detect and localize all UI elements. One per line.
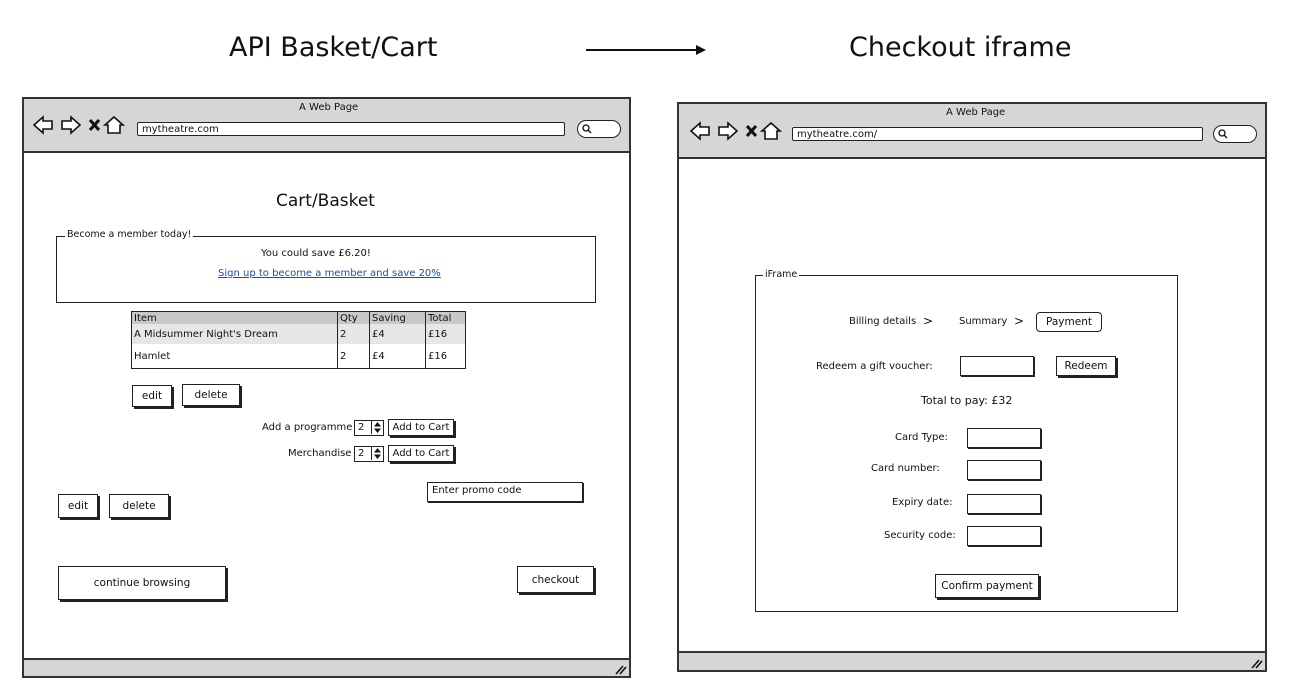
- merchandise-label: Merchandise: [288, 448, 352, 459]
- search-icon: [1218, 129, 1228, 139]
- forward-icon[interactable]: [62, 117, 80, 133]
- item-total: £16: [426, 324, 466, 344]
- browser-nav-icons: [689, 119, 793, 143]
- window-title: A Web Page: [299, 102, 359, 113]
- browser-status-bar: [24, 658, 629, 676]
- total-to-pay: Total to pay: £32: [921, 394, 1013, 407]
- delete-button[interactable]: delete: [109, 494, 169, 518]
- item-total: £16: [426, 344, 466, 369]
- security-code-label: Security code:: [884, 530, 956, 541]
- search-icon: [582, 124, 592, 134]
- table-row[interactable]: [132, 344, 466, 369]
- item-edit-button[interactable]: edit: [132, 385, 172, 407]
- table-row[interactable]: [132, 324, 466, 344]
- step-billing-details[interactable]: Billing details: [849, 316, 917, 327]
- card-type-input[interactable]: [967, 428, 1041, 448]
- browser-chrome: [679, 104, 1265, 159]
- home-icon[interactable]: [762, 123, 780, 139]
- col-header-qty: Qty: [338, 312, 370, 325]
- step-separator: >: [1014, 314, 1025, 328]
- checkout-browser-window: [677, 102, 1267, 672]
- step-separator: >: [923, 314, 934, 328]
- spinner-arrows-icon: [372, 421, 383, 434]
- col-header-item: Item: [132, 312, 338, 325]
- security-code-input[interactable]: [967, 526, 1041, 546]
- back-icon[interactable]: [34, 117, 52, 133]
- window-title: A Web Page: [946, 107, 1006, 118]
- item-name: A Midsummer Night's Dream: [132, 324, 338, 344]
- forward-icon[interactable]: [719, 123, 737, 139]
- item-saving: £4: [370, 344, 426, 369]
- confirm-payment-button[interactable]: Confirm payment: [935, 574, 1039, 598]
- browser-search-button[interactable]: [1213, 125, 1257, 143]
- browser-chrome: [24, 99, 629, 153]
- resize-grip-icon[interactable]: [613, 663, 627, 675]
- checkout-button[interactable]: checkout: [517, 566, 594, 593]
- merchandise-add-to-cart-button[interactable]: Add to Cart: [388, 445, 454, 462]
- address-bar[interactable]: mytheatre.com: [137, 122, 565, 136]
- spinner-arrows-icon: [372, 447, 383, 460]
- redeem-button[interactable]: Redeem: [1056, 356, 1116, 376]
- col-header-total: Total: [426, 312, 466, 325]
- promo-code-input[interactable]: Enter promo code: [427, 482, 583, 502]
- gift-voucher-input[interactable]: [960, 356, 1034, 376]
- continue-browsing-button[interactable]: continue browsing: [58, 566, 226, 600]
- member-box-legend: Become a member today!: [67, 229, 192, 240]
- resize-grip-icon[interactable]: [1249, 657, 1263, 669]
- cart-browser-window: [22, 97, 631, 678]
- card-number-label: Card number:: [871, 463, 940, 474]
- member-signup-link[interactable]: Sign up to become a member and save 20%: [218, 268, 441, 279]
- iframe-legend: iFrame: [765, 269, 798, 280]
- expiry-date-input[interactable]: [967, 494, 1041, 514]
- gift-voucher-label: Redeem a gift voucher:: [816, 361, 933, 372]
- page-title: Cart/Basket: [276, 191, 375, 211]
- browser-status-bar: [679, 651, 1265, 670]
- browser-nav-icons: [32, 113, 136, 137]
- card-type-label: Card Type:: [895, 432, 948, 443]
- item-qty: 2: [338, 344, 370, 369]
- step-summary[interactable]: Summary: [959, 316, 1008, 327]
- left-heading: API Basket/Cart: [229, 32, 438, 63]
- expiry-date-label: Expiry date:: [892, 497, 953, 508]
- step-payment[interactable]: Payment: [1036, 312, 1102, 332]
- programme-qty-value: 2: [358, 422, 365, 433]
- right-heading: Checkout iframe: [849, 32, 1072, 63]
- merchandise-qty-value: 2: [358, 448, 365, 459]
- item-delete-button[interactable]: delete: [182, 384, 240, 406]
- browser-search-button[interactable]: [577, 120, 621, 138]
- item-name: Hamlet: [132, 344, 338, 369]
- card-number-input[interactable]: [967, 460, 1041, 480]
- programme-label: Add a programme: [262, 422, 353, 433]
- item-saving: £4: [370, 324, 426, 344]
- item-qty: 2: [338, 324, 370, 344]
- arrow-right-icon: [584, 40, 710, 60]
- edit-button[interactable]: edit: [58, 494, 98, 518]
- stop-icon[interactable]: [747, 126, 756, 136]
- stop-icon[interactable]: [90, 120, 99, 130]
- member-savings-message: You could save £6.20!: [261, 248, 371, 259]
- cart-table: [131, 311, 466, 369]
- home-icon[interactable]: [105, 117, 123, 133]
- address-bar[interactable]: mytheatre.com/: [792, 127, 1203, 141]
- col-header-saving: Saving: [370, 312, 426, 325]
- merchandise-qty-stepper[interactable]: [354, 446, 384, 462]
- programme-add-to-cart-button[interactable]: Add to Cart: [388, 419, 454, 436]
- programme-qty-stepper[interactable]: [354, 420, 384, 436]
- back-icon[interactable]: [691, 123, 709, 139]
